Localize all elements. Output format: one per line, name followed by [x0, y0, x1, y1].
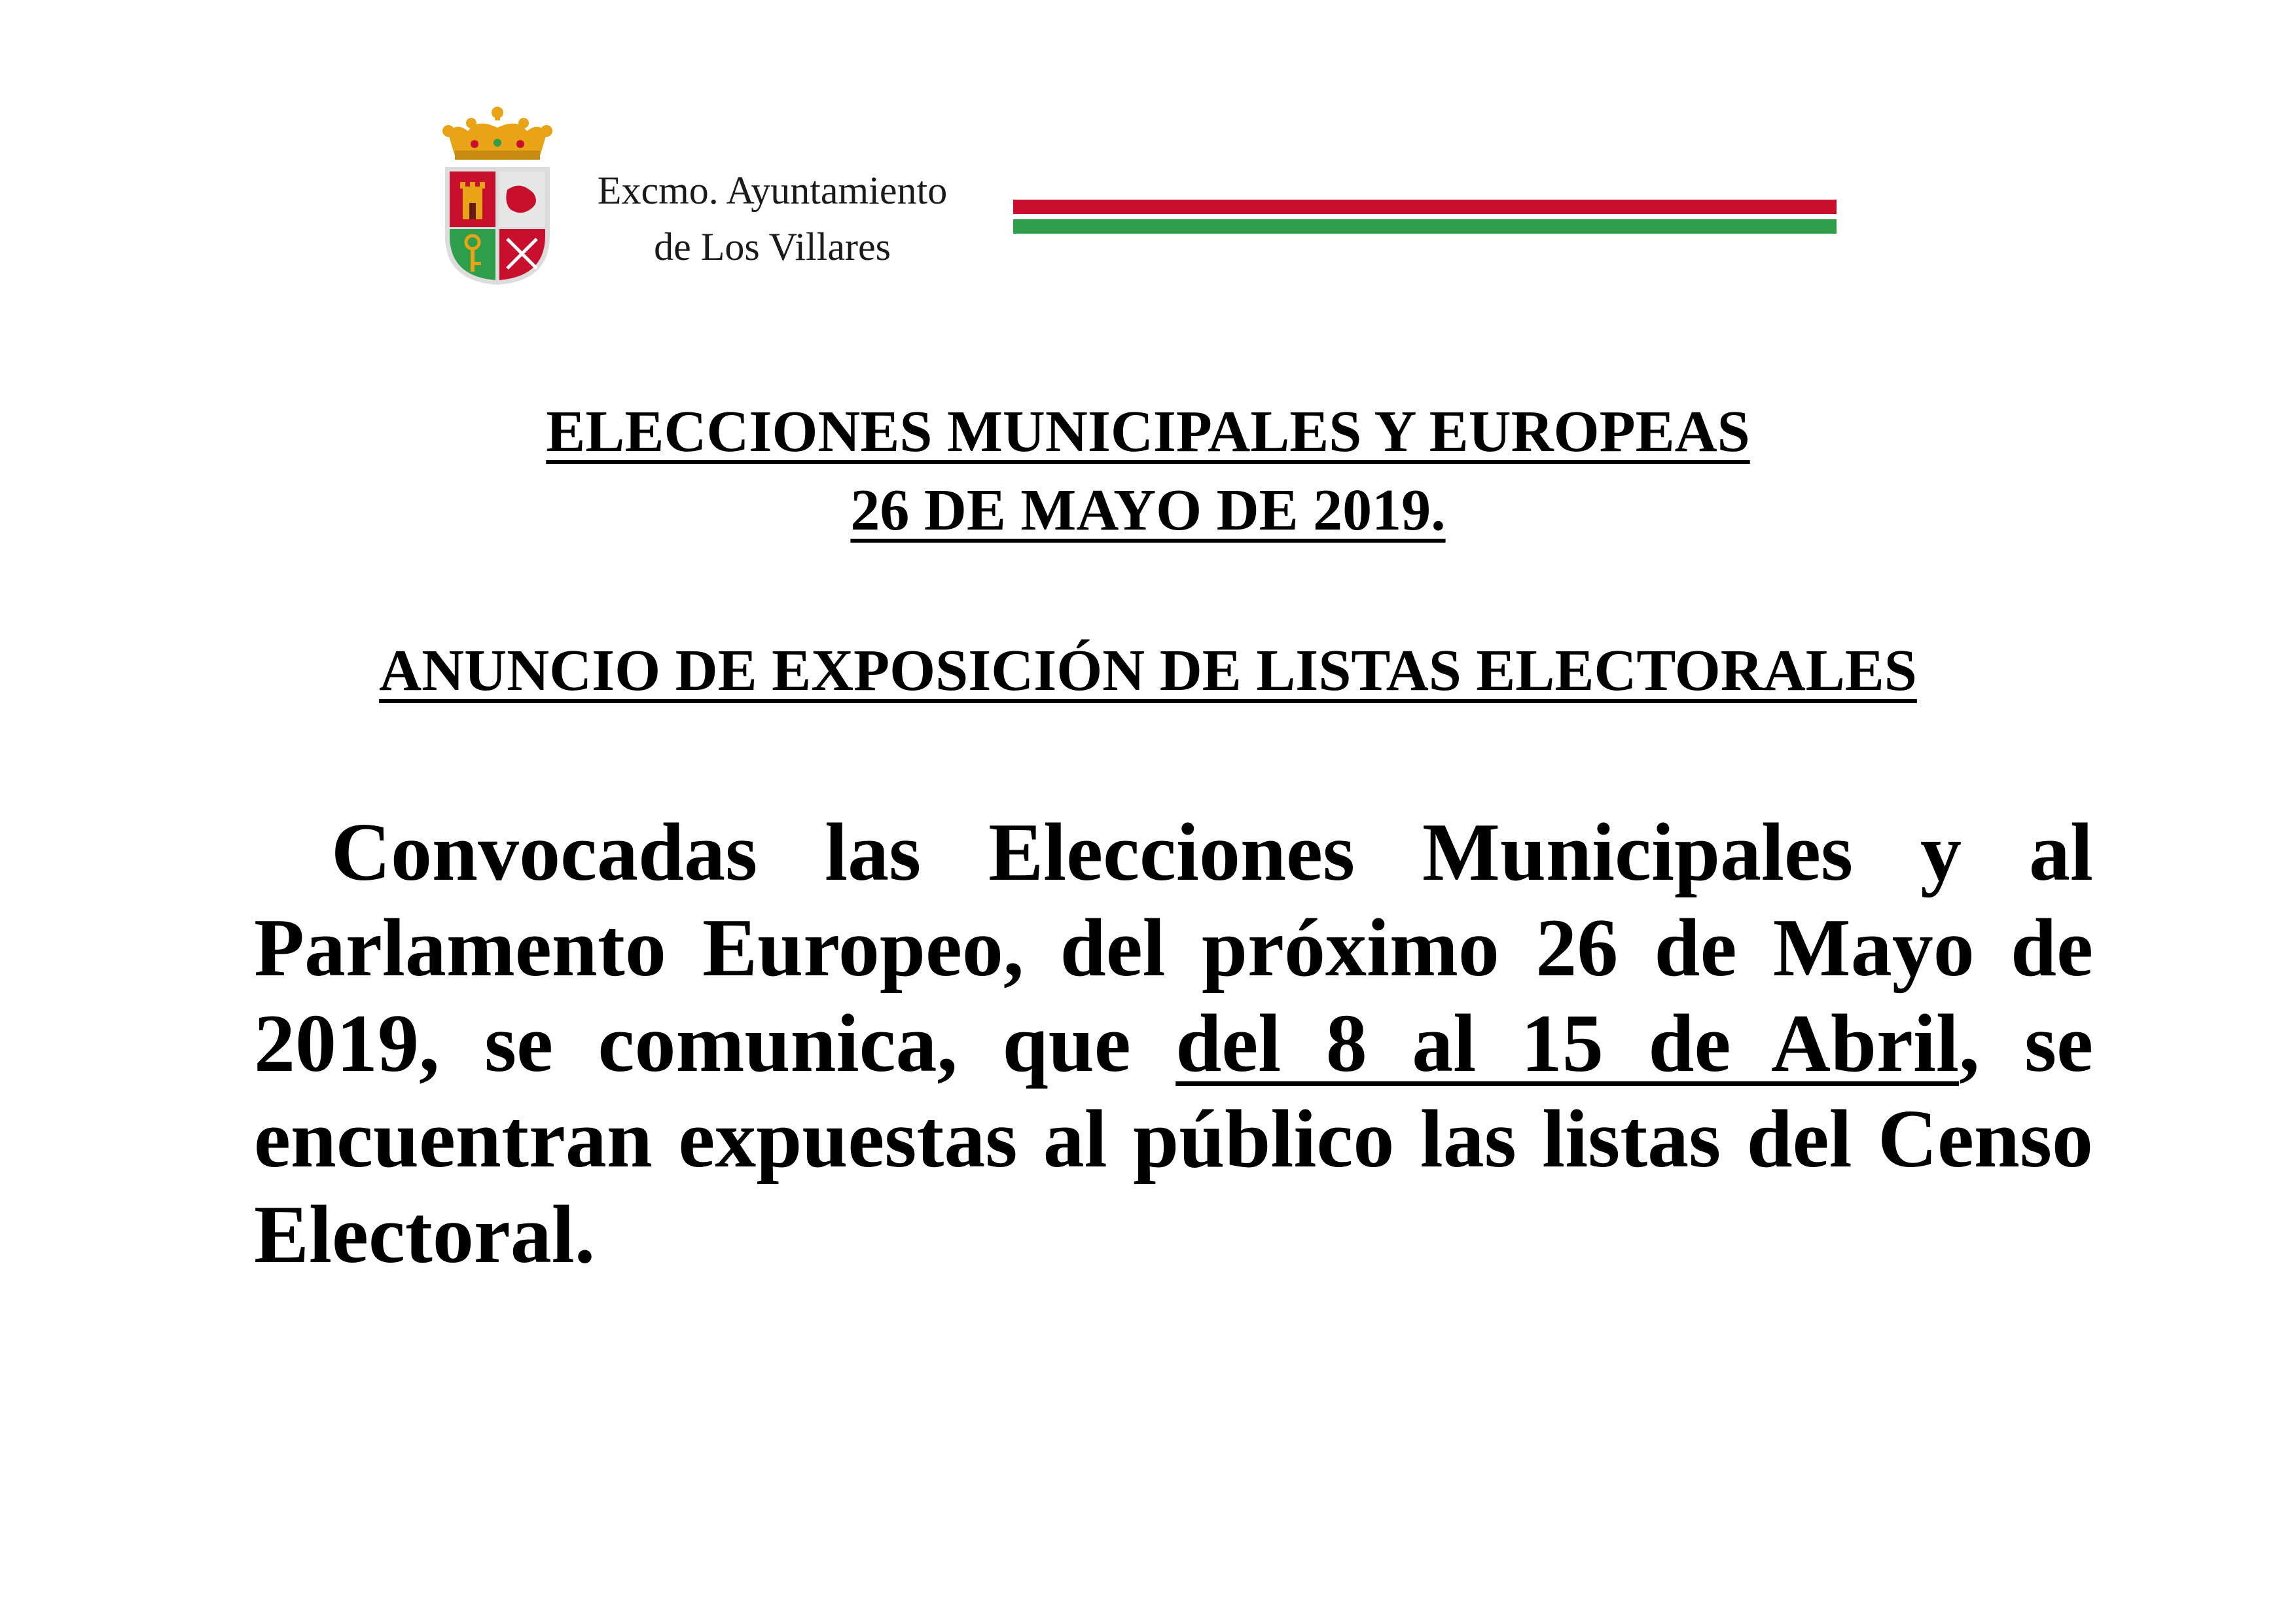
announcement-body	[254, 805, 2093, 1283]
announcement-title	[0, 638, 2296, 704]
stripe-green	[1013, 219, 1837, 234]
coat-of-arms-logo	[442, 105, 553, 288]
body-part2: , se encuentran expuestas al público las listas del Censo Electoral.	[254, 998, 2093, 1280]
organization-name	[569, 162, 975, 275]
title-line1-text: ELECCIONES MUNICIPALES Y EUROPEAS	[546, 399, 1750, 464]
exposure-dates: del 8 al 15 de Abril	[1175, 998, 1959, 1089]
title-line2	[0, 478, 2296, 543]
title-line2-text: 26 DE MAYO DE 2019.	[850, 478, 1446, 543]
announcement-paragraph	[254, 805, 2093, 1283]
title-line1	[0, 399, 2296, 465]
org-name-line2: de Los Villares	[654, 225, 891, 268]
stripe-white	[1013, 214, 1837, 219]
body-part1: Convocadas las Elecciones Municipales y al Parlamento Europeo, del próximo 26 de Mayo de 2019, se comunica, que	[254, 807, 2093, 1089]
announcement-title-text: ANUNCIO DE EXPOSICIÓN DE LISTAS ELECTORALES	[379, 638, 1917, 703]
stripe-red	[1013, 200, 1837, 214]
header-color-stripe	[1013, 200, 1837, 234]
org-name-line1: Excmo. Ayuntamiento	[597, 169, 948, 212]
shield-icon	[445, 167, 550, 285]
crown-icon	[442, 107, 552, 160]
